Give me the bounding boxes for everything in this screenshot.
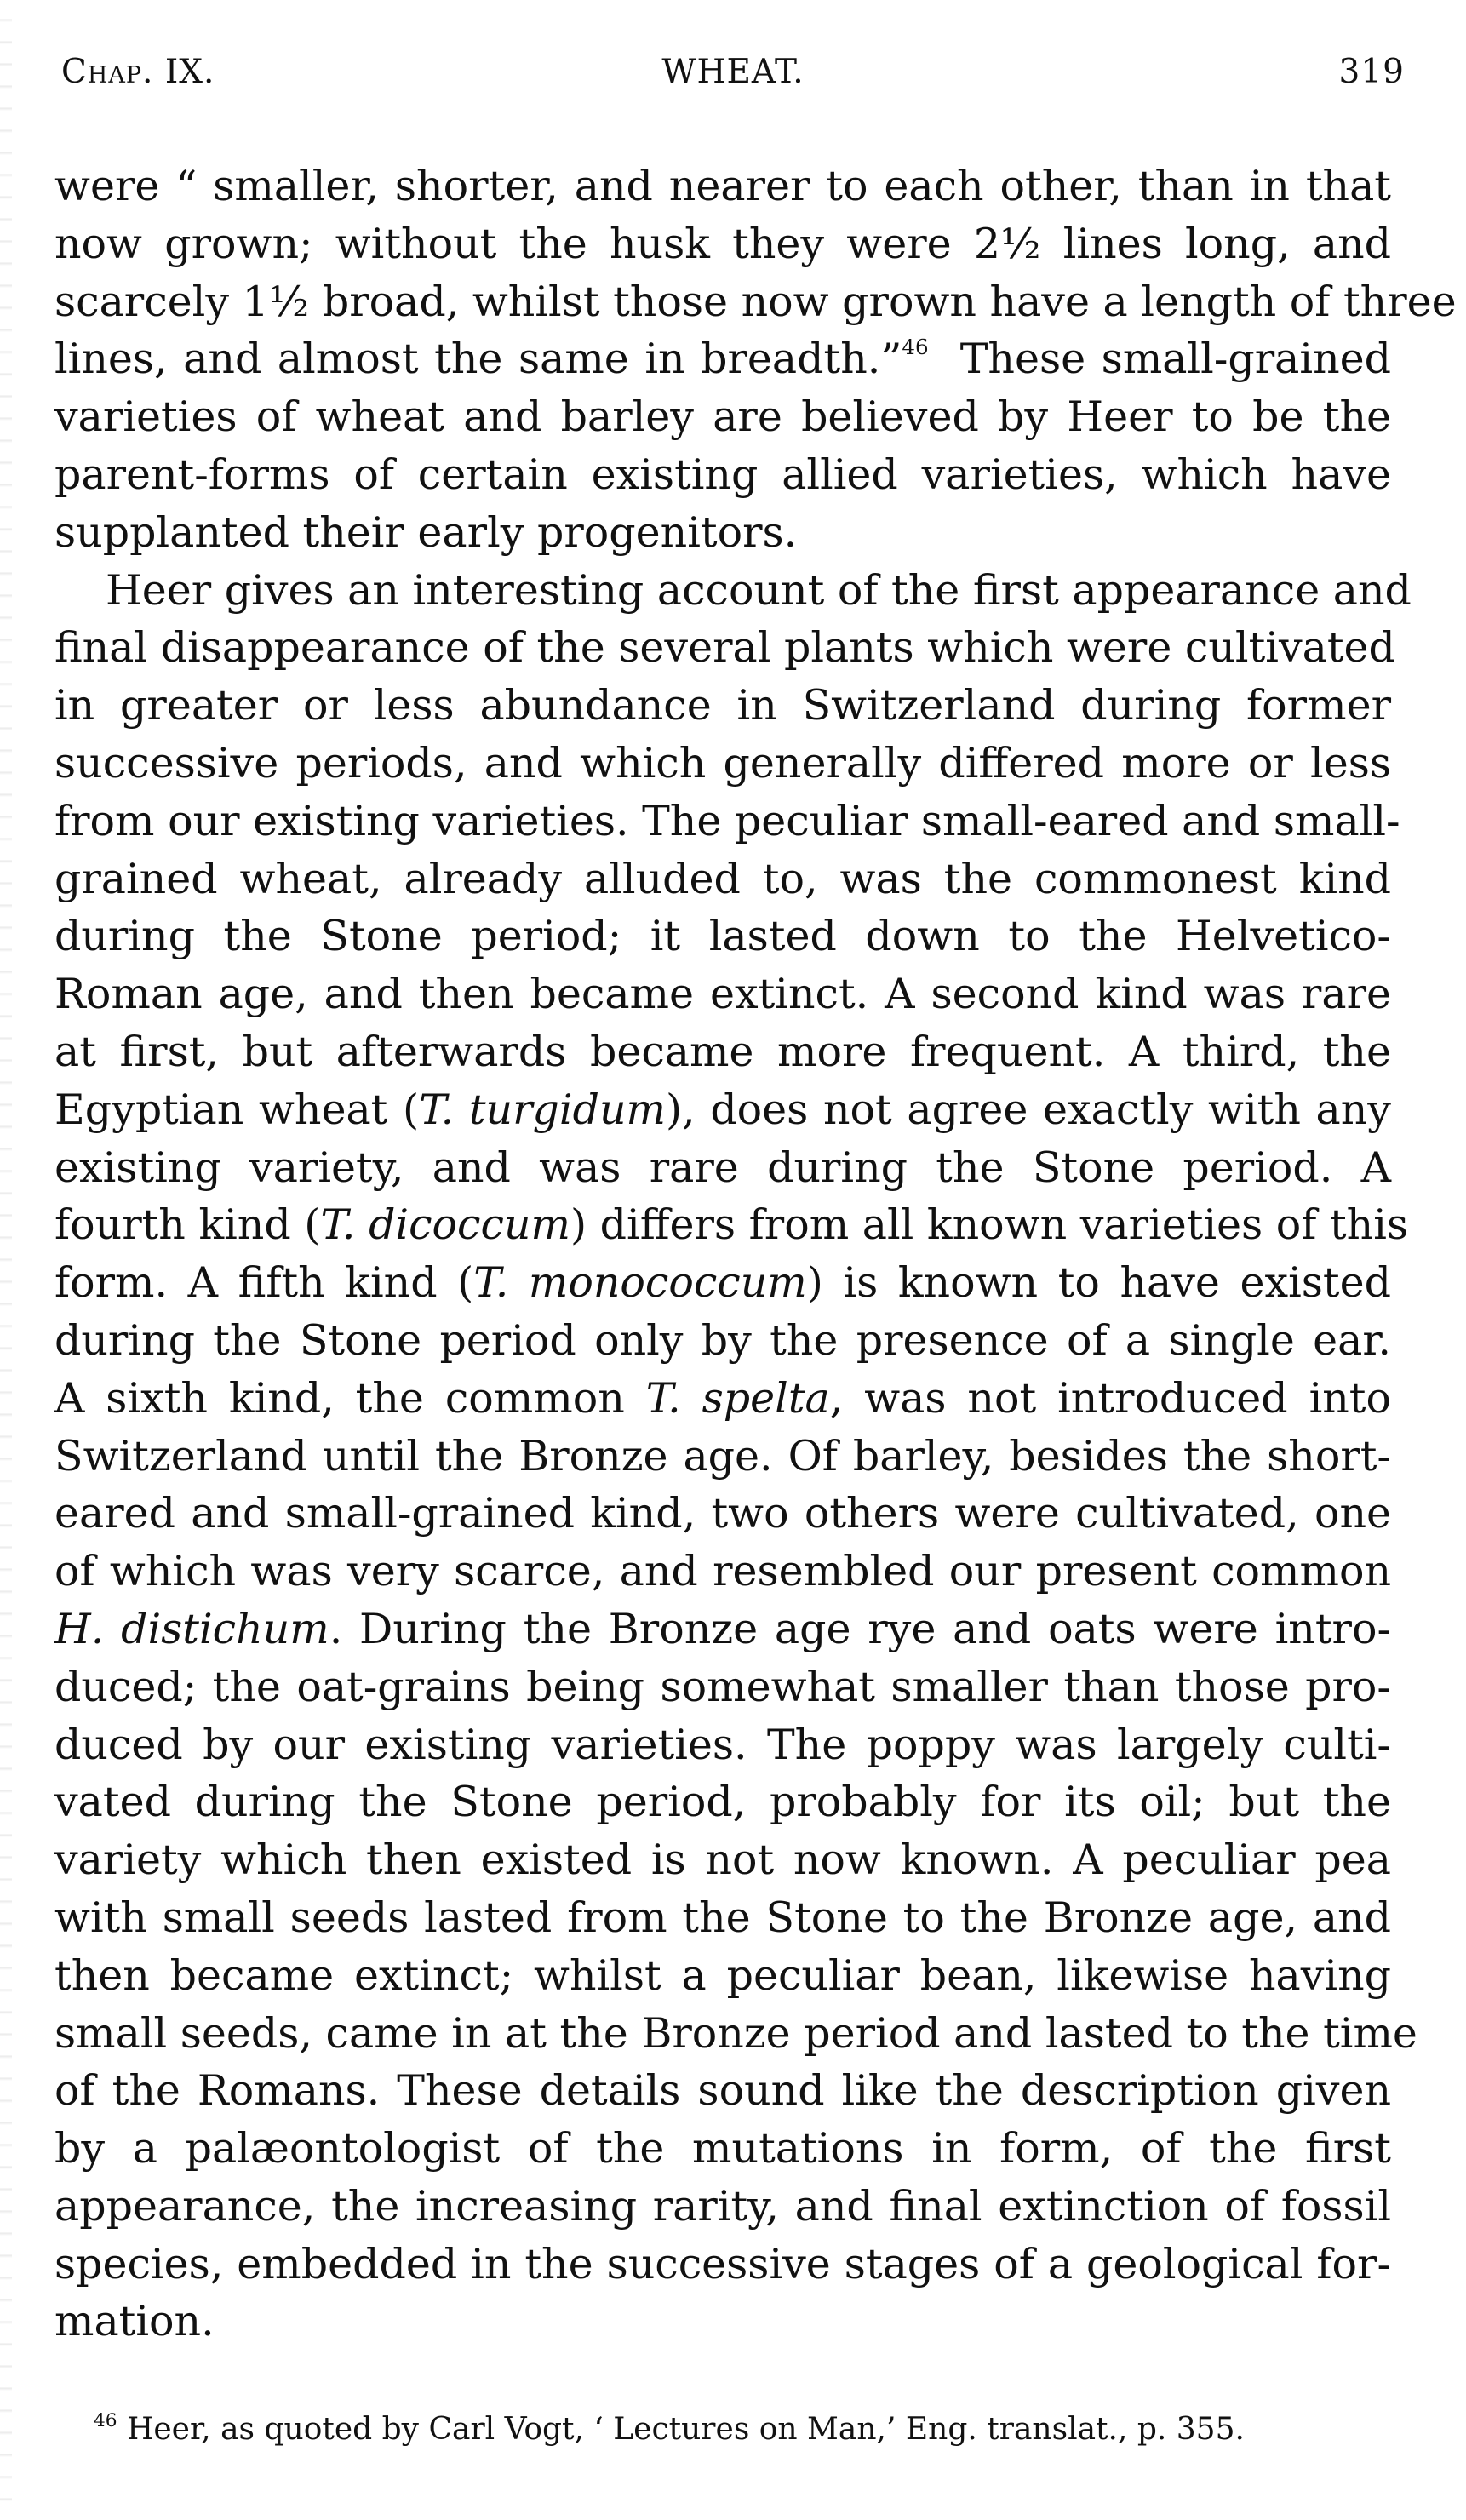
page-number: 319 <box>1338 53 1405 91</box>
text-line: by a palæontologist of the mutations in form, of the first <box>54 2124 1391 2174</box>
text-line: scarcely 1½ broad, whilst those now grown have a length of three <box>54 277 1457 326</box>
page-title: WHEAT. <box>661 53 805 91</box>
text-line: then became extinct; whilst a peculiar bean, likewise having <box>54 1950 1391 2000</box>
species-name: H. distichum <box>54 1604 329 1653</box>
text-line: appearance, the increasing rarity, and final extinction of fossil <box>54 2181 1391 2231</box>
text-line: variety which then existed is not now known. A peculiar pea <box>54 1836 1391 1885</box>
text-line: vated during the Stone period, probably for its oil; but the <box>54 1778 1391 1827</box>
text-line: species, embedded in the successive stages of a geological for- <box>54 2239 1391 2288</box>
text-line: eared and small-grained kind, two others were cultivated, one <box>54 1489 1391 1538</box>
text-line: Switzerland until the Bronze age. Of barley, besides the short- <box>54 1431 1391 1480</box>
text-line: with small seeds lasted from the Stone to the Bronze age, and <box>54 1893 1391 1942</box>
text-line: during the Stone period only by the presence of a single ear. <box>54 1315 1391 1365</box>
text-line: now grown; without the husk they were 2½ lines long, and <box>54 219 1391 268</box>
text-line: of the Romans. These details sound like the description given <box>54 2066 1391 2116</box>
text-line: Egyptian wheat (T. turgidum), does not agree exactly with any <box>54 1085 1391 1134</box>
footnote-text: Heer, as quoted by Carl Vogt, ‘ Lectures on Man,’ Eng. translat., p. 355. <box>126 2412 1245 2447</box>
body-text <box>54 158 1457 2351</box>
text-line: A sixth kind, the common T. spelta, was not introduced into <box>54 1373 1391 1423</box>
text-line: existing variety, and was rare during the Stone period. A <box>54 1143 1391 1192</box>
text-line: form. A fifth kind (T. monococcum) is known to have existed <box>54 1258 1391 1308</box>
text-line: Heer gives an interesting account of the first appearance and <box>106 565 1412 615</box>
text-line: from our existing varieties. The peculiar small-eared and small- <box>54 796 1400 845</box>
text-line: final disappearance of the several plants which were cultivated <box>54 623 1395 673</box>
text-line: varieties of wheat and barley are believed by Heer to be the <box>54 392 1391 442</box>
footnote <box>94 2409 1396 2450</box>
text-line: during the Stone period; it lasted down to the Helvetico- <box>54 912 1391 961</box>
text-line: fourth kind (T. dicoccum) differs from all known varieties of this <box>54 1200 1409 1250</box>
text-line: grained wheat, already alluded to, was the commonest kind <box>54 854 1391 903</box>
species-name: T. turgidum <box>419 1085 666 1134</box>
footnote-ref: 46 <box>902 335 929 360</box>
text-line: in greater or less abundance in Switzerland during former <box>54 681 1391 730</box>
text-line: duced; the oat-grains being somewhat smaller than those pro- <box>54 1662 1391 1711</box>
text-line: duced by our existing varieties. The poppy was largely culti- <box>54 1720 1391 1769</box>
species-name: T. monococcum <box>473 1258 807 1308</box>
text-line: parent-forms of certain existing allied varieties, which have <box>54 450 1391 499</box>
text-line: lines, and almost the same in breadth.”$^{46}$ These small-grained <box>54 335 1391 384</box>
text-line: H. distichum. During the Bronze age rye and oats were intro- <box>54 1604 1392 1653</box>
scan-edge <box>0 0 12 2520</box>
species-name: T. dicoccum <box>320 1200 570 1250</box>
running-header <box>61 53 1405 104</box>
text-line: small seeds, came in at the Bronze period and lasted to the time <box>54 2008 1417 2058</box>
text-line: were “ smaller, shorter, and nearer to each other, than in that <box>54 162 1391 210</box>
text-line: of which was very scarce, and resembled our present common <box>54 1547 1391 1596</box>
species-name: T. spelta <box>645 1373 830 1423</box>
chapter-label: Chap. IX. <box>61 53 215 91</box>
text-line: at first, but afterwards became more frequent. A third, the <box>54 1027 1391 1076</box>
text-line: supplanted their early progenitors. <box>54 507 798 557</box>
text-line: mation. <box>54 2297 215 2346</box>
text-line: Roman age, and then became extinct. A second kind was rare <box>54 970 1391 1019</box>
footnote-number: 46 <box>94 2409 117 2431</box>
text-line: successive periods, and which generally differed more or less <box>54 738 1391 788</box>
